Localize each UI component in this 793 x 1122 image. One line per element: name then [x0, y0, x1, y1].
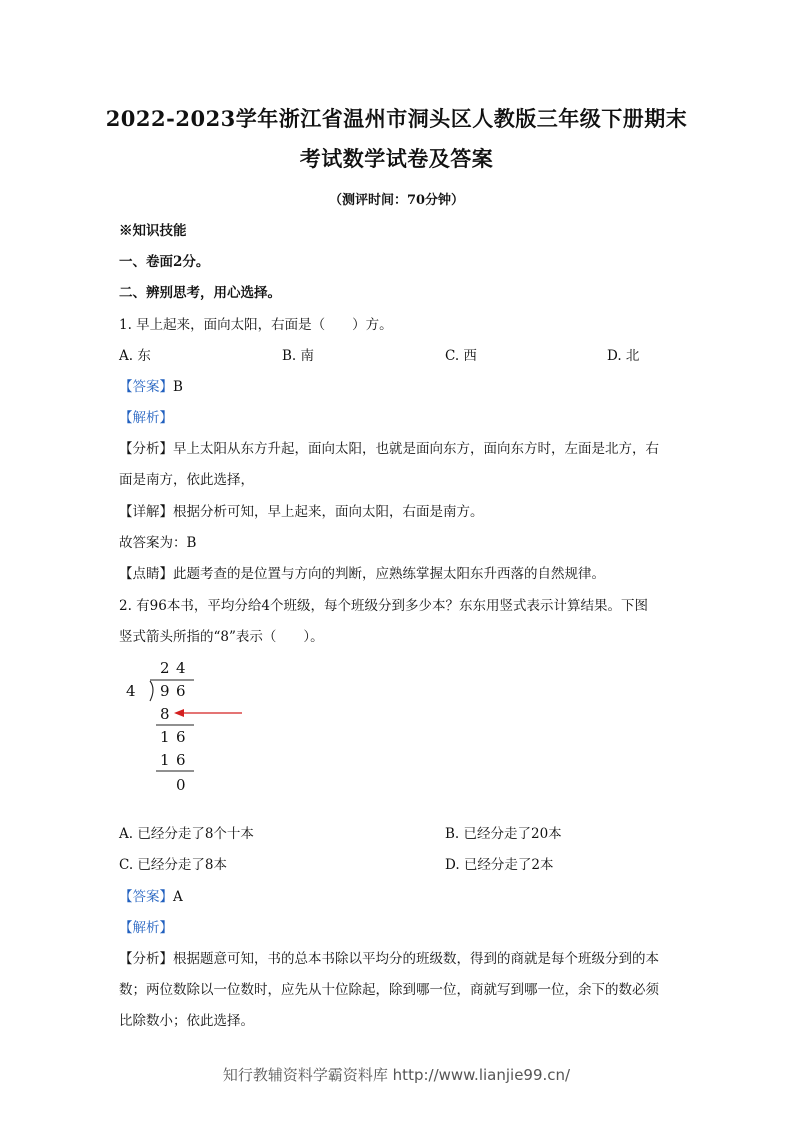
step2-ones: 6: [176, 728, 186, 746]
section-2-heading: 二、辨别思考，用心选择。: [119, 285, 281, 301]
q1-fenxi-line2: 面是南方，依此选择，: [119, 472, 254, 488]
q2-stem-line2: 竖式箭头所指的“8”表示（ ）。: [119, 629, 324, 645]
q1-answer: [119, 375, 183, 395]
q2-answer: [119, 885, 183, 905]
remainder: 0: [176, 776, 186, 794]
document-title-line2: 考试数学试卷及答案: [299, 146, 494, 171]
q1-fenxi-line1: [119, 437, 659, 457]
analysis-tag: 【解析】: [119, 410, 173, 426]
q1-option-d: D. 北: [607, 348, 640, 364]
xiangjie-tag: 【详解】: [119, 504, 173, 520]
dianjing-tag: 【点睛】: [119, 566, 173, 582]
step3-tens: 1: [160, 751, 170, 769]
q1-xiangjie: [119, 500, 484, 520]
section-knowledge: ※知识技能: [119, 223, 187, 239]
fenxi-tag: 【分析】: [119, 951, 173, 967]
long-division-figure: [110, 655, 260, 795]
step2-tens: 1: [160, 728, 170, 746]
red-arrow-icon: [174, 709, 184, 717]
q1-conclusion: 故答案为：B: [119, 535, 197, 551]
q2-fenxi-line1: [119, 947, 659, 967]
q1-xiangjie-text: 根据分析可知，早上起来，面向太阳，右面是南方。: [173, 504, 484, 520]
q1-answer-value: B: [173, 379, 183, 395]
q1-dianjing: [119, 562, 605, 582]
q2-option-c: C. 已经分走了8本: [119, 857, 228, 873]
fenxi-tag: 【分析】: [119, 441, 173, 457]
q1-option-c: C. 西: [445, 348, 477, 364]
q2-option-a: A. 已经分走了8个十本: [119, 826, 254, 842]
q1-analysis: [119, 406, 173, 426]
analysis-tag: 【解析】: [119, 920, 173, 936]
division-bracket: [150, 681, 153, 701]
page-footer-watermark: 知行教辅资料学霸资料库 http://www.lianjie99.cn/: [222, 1066, 571, 1084]
document-title-line1: 2022-2023学年浙江省温州市洞头区人教版三年级下册期末: [105, 106, 688, 131]
q1-dianjing-text: 此题考查的是位置与方向的判断，应熟练掌握太阳东升西落的自然规律。: [173, 566, 605, 582]
q2-fenxi-line3: 比除数小；依此选择。: [119, 1013, 254, 1029]
answer-tag: 【答案】: [119, 379, 173, 395]
section-1-heading: 一、卷面2分。: [119, 254, 210, 270]
dividend-tens: 9: [160, 682, 170, 700]
q1-stem: 1. 早上起来，面向太阳，右面是（ ）方。: [119, 317, 393, 333]
q2-fenxi-text1: 根据题意可知，书的总本书除以平均分的班级数，得到的商就是每个班级分到的本: [173, 951, 659, 967]
q2-answer-value: A: [173, 889, 183, 905]
q2-analysis: [119, 916, 173, 936]
dividend-ones: 6: [176, 682, 186, 700]
q2-stem-line1: 2. 有96本书，平均分给4个班级，每个班级分到多少本？东东用竖式表示计算结果。下图: [119, 598, 648, 614]
q1-fenxi-text1: 早上太阳从东方升起，面向太阳，也就是面向东方，面向东方时，左面是北方，右: [173, 441, 659, 457]
step3-ones: 6: [176, 751, 186, 769]
step1-digit: 8: [160, 705, 170, 723]
q2-fenxi-line2: 数；两位数除以一位数时，应先从十位除起，除到哪一位，商就写到哪一位，余下的数必须: [119, 982, 659, 998]
q2-option-b: B. 已经分走了20本: [445, 826, 562, 842]
answer-tag: 【答案】: [119, 889, 173, 905]
q1-option-b: B. 南: [282, 348, 315, 364]
q2-option-d: D. 已经分走了2本: [445, 857, 554, 873]
quotient-tens: 2: [160, 659, 170, 677]
quotient-ones: 4: [176, 659, 186, 677]
test-duration: （测评时间：70分钟）: [328, 193, 465, 208]
q1-option-a: A. 东: [119, 348, 151, 364]
divisor: 4: [126, 682, 136, 700]
division-lines: [110, 655, 260, 795]
